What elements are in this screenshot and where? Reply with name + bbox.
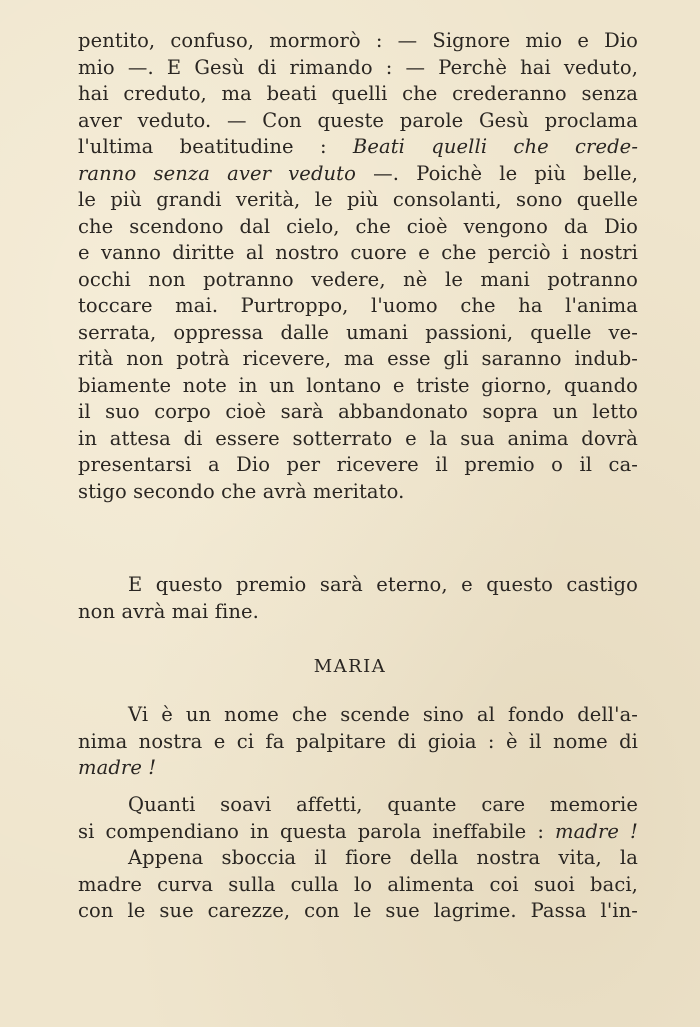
text-line: stigo secondo che avrà meritato. [78, 479, 405, 503]
text-line: rità non potrà ricevere, ma esse gli saranno indub- [78, 347, 638, 370]
paragraph-continued [78, 28, 638, 505]
italic-text: Beati quelli che crede- [352, 135, 639, 158]
text-line: con le sue carezze, con le sue lagrime. Passa l'in- [78, 899, 638, 922]
text-line: pentito, confuso, mormorò : — Signore mio e Dio [78, 29, 638, 52]
text-line: madre curva sulla culla lo alimenta coi suoi baci, [78, 872, 638, 896]
text-line: e vanno diritte al nostro cuore e che perciò i nostri [78, 241, 638, 264]
text-line [78, 819, 638, 846]
text-line: non avrà mai fine. [78, 599, 259, 623]
paragraph [78, 792, 638, 925]
text-line: il suo corpo cioè sarà abbandonato sopra un letto [78, 400, 638, 423]
text-line [78, 161, 638, 188]
text-line: toccare mai. Purtroppo, l'uomo che ha l'anima [78, 294, 638, 317]
text-line: mio —. E Gesù di rimando : — Perchè hai veduto, [78, 55, 638, 79]
text-line: Quanti soavi affetti, quante care memorie [128, 793, 638, 816]
text-line: E questo premio sarà eterno, e questo castigo [128, 573, 638, 596]
italic-text: ranno senza aver veduto [78, 161, 356, 185]
text-line: aver veduto. — Con queste parole Gesù proclama [78, 108, 638, 132]
text-line: nima nostra e ci fa palpitare di gioia : è il nome di [78, 729, 638, 753]
text-line: le più grandi verità, le più consolanti, sono quelle [78, 188, 638, 211]
italic-text: madre ! [78, 756, 157, 779]
text-line: che scendono dal cielo, che cioè vengono da Dio [78, 214, 638, 238]
text-line: hai creduto, ma beati quelli che crederanno senza [78, 82, 638, 105]
text-line: biamente note in un lontano e triste giorno, quando [78, 373, 638, 397]
text-line [78, 134, 638, 161]
paragraph [78, 702, 638, 782]
paragraph [78, 572, 638, 625]
text-line: in attesa di essere sotterrato e la sua anima dovrà [78, 426, 638, 450]
text-segment: —. Poichè le più belle, [373, 161, 638, 185]
italic-text: madre ! [555, 819, 638, 843]
text-line: presentarsi a Dio per ricevere il premio o il ca- [78, 453, 638, 476]
text-segment: l'ultima beatitudine : [78, 135, 327, 158]
text-segment: si compendiano in questa parola ineffabile : [78, 819, 544, 843]
text-line: serrata, oppressa dalle umani passioni, quelle ve- [78, 320, 638, 344]
text-line: Vi è un nome che scende sino al fondo dell'a- [128, 703, 638, 726]
text-line: occhi non potranno vedere, nè le mani potranno [78, 267, 638, 291]
text-line: Appena sboccia il fiore della nostra vita, la [128, 846, 638, 869]
section-heading: MARIA [313, 656, 387, 677]
